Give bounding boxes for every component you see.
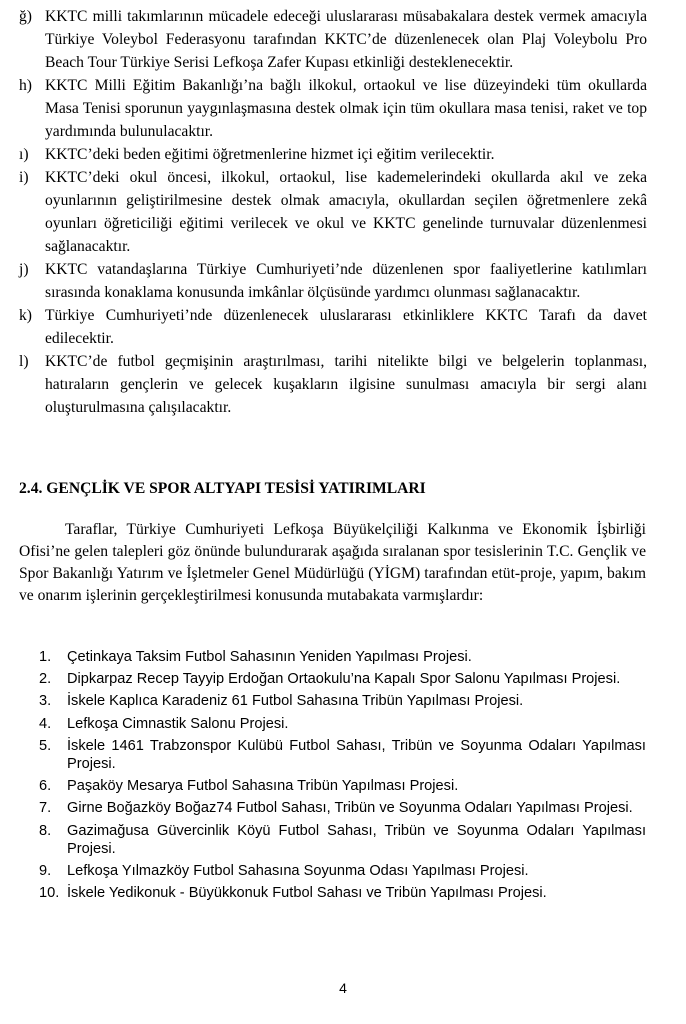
project-item — [39, 822, 646, 858]
item-text: KKTC vatandaşlarına Türkiye Cumhuriyeti’nde düzenlenen spor faaliyetlerine katılımları sırasında konaklama konusunda imkânlar ölçüsünde yardımcı olunması sağlanacaktır. — [45, 261, 647, 301]
project-text: İskele 1461 Trabzonspor Kulübü Futbol Sahası, Tribün ve Soyunma Odaları Yapılması Projesi. — [67, 737, 646, 773]
project-text: Paşaköy Mesarya Futbol Sahasına Tribün Yapılması Projesi. — [67, 778, 459, 795]
item-text: KKTC Milli Eğitim Bakanlığı’na bağlı ilkokul, ortaokul ve lise düzeyindeki tüm okullarda Masa Tenisi sporunun yaygınlaşmasına destek olmak için tüm okullara masa tenisi, raket ve top yardımında bulunulacaktır. — [45, 77, 647, 140]
item-marker: ğ) — [19, 8, 32, 25]
item-marker: ı) — [19, 146, 29, 163]
item-marker: l) — [19, 353, 29, 370]
project-item — [39, 715, 646, 733]
list-item — [19, 143, 647, 166]
list-item — [19, 166, 647, 258]
list-item — [19, 258, 647, 304]
project-number: 5. — [39, 737, 52, 754]
item-marker: k) — [19, 307, 32, 324]
continued-item-list — [19, 5, 647, 419]
project-number: 1. — [39, 649, 52, 665]
project-item — [39, 670, 646, 688]
project-item — [39, 862, 646, 880]
list-item — [19, 5, 647, 74]
project-item — [39, 884, 646, 902]
project-text: İskele Kaplıca Karadeniz 61 Futbol Sahasına Tribün Yapılması Projesi. — [67, 693, 524, 710]
list-item — [19, 74, 647, 143]
project-item — [39, 648, 646, 666]
project-item — [39, 799, 646, 817]
project-number: 4. — [39, 715, 52, 732]
item-marker: j) — [19, 261, 29, 278]
project-number: 2. — [39, 671, 52, 688]
project-number: 10. — [39, 885, 60, 902]
project-text: Gazimağusa Güvercinlik Köyü Futbol Sahası, Tribün ve Soyunma Odaları Yapılması Projesi. — [67, 822, 646, 857]
project-number: 7. — [39, 800, 52, 817]
project-text: Dipkarpaz Recep Tayyip Erdoğan Ortaokulu’na Kapalı Spor Salonu Yapılması Projesi. — [67, 671, 621, 688]
project-number: 3. — [39, 693, 52, 710]
list-item — [19, 350, 647, 419]
page-number: 4 — [339, 980, 347, 996]
project-text: Lefkoşa Yılmazköy Futbol Sahasına Soyunma Odası Yapılması Projesi. — [67, 863, 529, 880]
item-marker: h) — [19, 77, 32, 94]
item-text: KKTC’deki okul öncesi, ilkokul, ortaokul, lise kademelerindeki okullarda akıl ve zeka oyunlarının geliştirilmesine destek olmak amacıyla, okullardan seçilen öğretmenlere zekâ oyunları öğreticiliği eğitimi verilecek ve okul ve KKTC genelinde turnuvalar düzenlenmesi sağlanacaktır. — [45, 169, 647, 255]
project-text: Girne Boğazköy Boğaz74 Futbol Sahası, Tribün ve Soyunma Odaları Yapılması Projesi. — [67, 800, 633, 817]
project-text: Çetinkaya Taksim Futbol Sahasının Yeniden Yapılması Projesi. — [67, 649, 472, 665]
item-text: KKTC milli takımlarının mücadele edeceği uluslararası müsabakalara destek vermek amacıyla Türkiye Voleybol Federasyonu tarafından KKTC’de düzenlenecek olan Plaj Voleybolu Pro Beach Tour Türkiye Serisi Lefkoşa Zafer Kupası etkinliği desteklenecektir. — [45, 8, 647, 71]
project-text: Lefkoşa Cimnastik Salonu Projesi. — [67, 715, 289, 732]
item-marker: i) — [19, 169, 29, 186]
section-heading: 2.4. GENÇLİK VE SPOR ALTYAPI TESİSİ YATIRIMLARI — [19, 480, 426, 497]
item-text: KKTC’deki beden eğitimi öğretmenlerine hizmet içi eğitim verilecektir. — [45, 146, 495, 163]
project-item — [39, 737, 646, 773]
item-text: Türkiye Cumhuriyeti’nde düzenlenecek uluslararası etkinliklere KKTC Tarafı da davet edilecektir. — [45, 307, 647, 347]
project-number: 9. — [39, 863, 52, 880]
section-intro-paragraph: Taraflar, Türkiye Cumhuriyeti Lefkoşa Büyükelçiliği Kalkınma ve Ekonomik İşbirliği Ofisi’ne gelen talepleri göz önünde bulundurarak aşağıda sıralanan spor tesislerinin T.C. Gençlik ve Spor Bakanlığı Yatırım ve İşletmeler Genel Müdürlüğü (YİGM) tarafından etüt-proje, yapım, bakım ve onarım işlerinin gerçekleştirilmesi konusunda mutabakata varmışlardır: — [19, 521, 646, 604]
project-text: İskele Yedikonuk - Büyükkonuk Futbol Sahası ve Tribün Yapılması Projesi. — [67, 885, 547, 902]
project-number: 8. — [39, 822, 52, 839]
project-item — [39, 692, 646, 710]
project-item — [39, 777, 646, 795]
item-text: KKTC’de futbol geçmişinin araştırılması, tarihi nitelikte bilgi ve belgelerin toplanması, hatıraların gençlerin ve gelecek kuşakların ilgisine sunulması amacıyla bir sergi alanı oluşturulmasına çalışılacaktır. — [45, 353, 647, 416]
project-list — [39, 648, 646, 906]
list-item — [19, 304, 647, 350]
project-number: 6. — [39, 778, 52, 795]
